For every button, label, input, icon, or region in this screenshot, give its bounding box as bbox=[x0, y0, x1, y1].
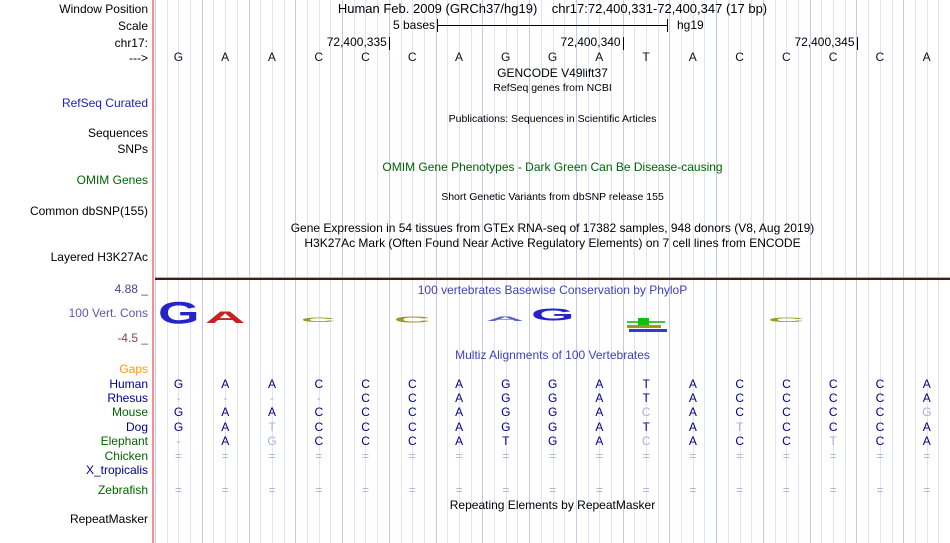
alignment-base: = bbox=[689, 483, 697, 497]
sequence-base: C bbox=[361, 50, 370, 64]
track-area-left-border bbox=[152, 0, 154, 543]
dbsnp-track-title[interactable]: Short Genetic Variants from dbSNP release 155 bbox=[441, 191, 664, 203]
alignment-base: A bbox=[221, 420, 230, 434]
sequence-base: C bbox=[875, 50, 885, 64]
omim-track-title[interactable]: OMIM Gene Phenotypes - Dark Green Can Be Disease-causing bbox=[382, 160, 723, 174]
alignment-base: C bbox=[735, 377, 744, 391]
sequence-base: G bbox=[173, 50, 184, 64]
alignment-base: = bbox=[923, 483, 931, 497]
alignment-base: = bbox=[268, 483, 276, 497]
vert-cons-track-label[interactable]: 100 Vert. Cons bbox=[68, 306, 148, 320]
alignment-base: C bbox=[641, 405, 651, 419]
sequence-base: C bbox=[781, 50, 791, 64]
coordinates-title: chr17:72,400,331-72,400,347 (17 bp) bbox=[551, 1, 768, 16]
scale-bar-assembly: hg19 bbox=[677, 18, 704, 32]
alignment-base: = bbox=[268, 449, 276, 463]
alignment-base: A bbox=[688, 420, 697, 434]
alignment-base: = bbox=[221, 449, 229, 463]
sequence-base: C bbox=[314, 50, 323, 64]
scale-bar bbox=[437, 19, 668, 32]
alignment-base: = bbox=[502, 449, 510, 463]
alignment-base: = bbox=[923, 449, 931, 463]
species-row-label-chicken[interactable]: Chicken bbox=[104, 449, 148, 463]
species-row-label-dog[interactable]: Dog bbox=[125, 420, 148, 434]
alignment-base: A bbox=[688, 391, 697, 405]
alignment-base: A bbox=[455, 420, 464, 434]
alignment-base: = bbox=[829, 483, 837, 497]
phylop-logo-letter bbox=[767, 318, 805, 323]
track-separator-line bbox=[155, 278, 950, 280]
alignment-base: C bbox=[875, 377, 885, 391]
alignment-base: = bbox=[595, 449, 603, 463]
phylop-letter-glyph: C bbox=[301, 316, 337, 325]
alignment-base: = bbox=[642, 483, 650, 497]
ruler-tick-mark bbox=[857, 37, 858, 50]
repeatmasker-track-label[interactable]: RepeatMasker bbox=[69, 512, 148, 526]
gaps-row-label[interactable]: Gaps bbox=[119, 362, 148, 376]
assembly-title: Human Feb. 2009 (GRCh37/hg19) bbox=[337, 1, 538, 16]
phylop-logo-letter bbox=[486, 317, 526, 322]
snps-track-label[interactable]: SNPs bbox=[117, 142, 148, 156]
alignment-base: A bbox=[595, 420, 604, 434]
common-dbsnp-track-label[interactable]: Common dbSNP(155) bbox=[29, 204, 148, 218]
alignment-base: = bbox=[408, 449, 416, 463]
alignment-base: = bbox=[736, 483, 744, 497]
species-row-label-human[interactable]: Human bbox=[109, 377, 148, 391]
sequence-base: A bbox=[922, 50, 931, 64]
alignment-base: C bbox=[314, 420, 324, 434]
alignment-base: A bbox=[595, 405, 604, 419]
phylop-letter-glyph: A bbox=[204, 308, 246, 327]
gtex-track-title[interactable]: Gene Expression in 54 tissues from GTEx RNA-seq of 17382 samples, 948 donors (V8, Aug 2019) bbox=[290, 221, 815, 235]
alignment-base: G bbox=[547, 420, 558, 434]
species-row-label-rhesus[interactable]: Rhesus bbox=[107, 391, 148, 405]
sequence-base: A bbox=[221, 50, 230, 64]
alignment-base: = bbox=[502, 483, 510, 497]
alignment-base: = bbox=[642, 449, 650, 463]
alignment-base: = bbox=[782, 449, 790, 463]
sequence-base: C bbox=[407, 50, 417, 64]
sequence-base: C bbox=[828, 50, 838, 64]
alignment-base: C bbox=[735, 391, 744, 405]
alignment-base: A bbox=[688, 434, 697, 448]
alignment-base: = bbox=[174, 449, 182, 463]
repeatmasker-track-title[interactable]: Repeating Elements by RepeatMasker bbox=[449, 498, 656, 512]
sequence-base: A bbox=[595, 50, 604, 64]
alignment-base: A bbox=[268, 405, 277, 419]
alignment-base: C bbox=[361, 405, 370, 419]
alignment-base: C bbox=[407, 377, 417, 391]
conservation-track-title[interactable]: 100 vertebrates Basewise Conservation by PhyloP bbox=[417, 283, 688, 297]
alignment-base: C bbox=[314, 405, 324, 419]
ruler-position-label: 72,400,345 bbox=[794, 35, 855, 49]
sequence-base: G bbox=[501, 50, 511, 64]
alignment-base: A bbox=[922, 420, 931, 434]
alignment-base: = bbox=[595, 483, 603, 497]
alignment-base: = bbox=[455, 449, 463, 463]
alignment-base: C bbox=[782, 405, 791, 419]
alignment-base: T bbox=[268, 420, 276, 434]
alignment-base: = bbox=[315, 483, 323, 497]
window-position-label: Window Position bbox=[59, 2, 148, 16]
alignment-base: C bbox=[782, 420, 791, 434]
alignment-base: G bbox=[922, 405, 932, 419]
alignment-base: C bbox=[641, 434, 651, 448]
conservation-min-value: -4.5 _ bbox=[117, 331, 148, 345]
species-row-label-mouse[interactable]: Mouse bbox=[111, 405, 148, 419]
phylop-logo-letter bbox=[204, 308, 246, 327]
alignment-base: C bbox=[314, 377, 324, 391]
phylop-negative-bar bbox=[638, 318, 649, 325]
alignment-base: T bbox=[829, 434, 837, 448]
alignment-base: C bbox=[782, 377, 791, 391]
alignment-base: C bbox=[782, 391, 791, 405]
species-row-label-zebrafish[interactable]: Zebrafish bbox=[97, 483, 148, 497]
alignment-base: G bbox=[547, 405, 558, 419]
alignment-base: C bbox=[828, 420, 838, 434]
alignment-base: C bbox=[875, 420, 885, 434]
alignment-base: = bbox=[829, 449, 837, 463]
alignment-base: C bbox=[828, 377, 838, 391]
alignment-base: - bbox=[316, 391, 321, 405]
alignment-base: G bbox=[547, 377, 558, 391]
alignment-base: = bbox=[221, 483, 229, 497]
alignment-base: A bbox=[455, 405, 464, 419]
sequence-base: C bbox=[735, 50, 744, 64]
alignment-base: A bbox=[455, 377, 464, 391]
alignment-base: = bbox=[362, 483, 370, 497]
publications-track-title[interactable]: Publications: Sequences in Scientific Articles bbox=[448, 113, 657, 125]
phylop-letter-glyph: C bbox=[393, 315, 431, 325]
strand-direction-label: ---> bbox=[129, 51, 148, 65]
phylop-logo-letter bbox=[393, 317, 431, 323]
alignment-base: T bbox=[642, 377, 650, 391]
alignment-base: - bbox=[176, 391, 181, 405]
conservation-max-value: 4.88 _ bbox=[114, 282, 148, 296]
alignment-base: A bbox=[455, 391, 464, 405]
phylop-logo-letter bbox=[301, 318, 337, 323]
alignment-base: = bbox=[736, 449, 744, 463]
refseq-curated-track-label[interactable]: RefSeq Curated bbox=[61, 96, 148, 110]
alignment-base: C bbox=[361, 391, 370, 405]
alignment-base: G bbox=[547, 434, 558, 448]
alignment-base: - bbox=[223, 391, 228, 405]
alignment-base: C bbox=[361, 434, 370, 448]
gencode-track-title[interactable]: GENCODE V49lift37 bbox=[497, 66, 608, 80]
phylop-letter-glyph: G bbox=[157, 296, 200, 332]
species-row-label-elephant[interactable]: Elephant bbox=[100, 434, 148, 448]
alignment-base: A bbox=[455, 434, 464, 448]
alignment-base: C bbox=[735, 405, 744, 419]
alignment-base: G bbox=[173, 377, 184, 391]
ruler-position-label: 72,400,335 bbox=[326, 35, 387, 49]
omim-genes-track-label[interactable]: OMIM Genes bbox=[76, 173, 148, 187]
phylop-logo-letter bbox=[157, 296, 200, 332]
refseq-track-subtitle[interactable]: RefSeq genes from NCBI bbox=[493, 82, 612, 94]
browser-position-title bbox=[155, 2, 950, 16]
phylop-negative-bar bbox=[629, 329, 667, 332]
alignment-base: = bbox=[455, 483, 463, 497]
alignment-base: T bbox=[502, 434, 510, 448]
alignment-base: G bbox=[501, 420, 511, 434]
alignment-base: A bbox=[221, 377, 230, 391]
alignment-base: = bbox=[174, 483, 182, 497]
alignment-base: - bbox=[270, 391, 275, 405]
phylop-letter-glyph: C bbox=[768, 316, 805, 325]
species-row-label-x_tropicalis[interactable]: X_tropicalis bbox=[85, 463, 148, 477]
alignment-base: A bbox=[221, 405, 230, 419]
scale-row-label: Scale bbox=[117, 19, 148, 33]
alignment-base: C bbox=[361, 377, 370, 391]
alignment-base: = bbox=[876, 483, 884, 497]
sequences-track-label[interactable]: Sequences bbox=[87, 126, 148, 140]
alignment-base: C bbox=[875, 391, 885, 405]
alignment-base: C bbox=[314, 434, 324, 448]
alignment-base: A bbox=[595, 434, 604, 448]
alignment-base: = bbox=[315, 449, 323, 463]
alignment-base: A bbox=[688, 377, 697, 391]
sequence-base: G bbox=[547, 50, 558, 64]
alignment-base: = bbox=[549, 483, 557, 497]
ruler-tick-mark bbox=[389, 37, 390, 50]
alignment-base: C bbox=[361, 420, 370, 434]
alignment-base: G bbox=[547, 391, 558, 405]
sequence-base: A bbox=[688, 50, 697, 64]
layered-h3k27ac-track-label[interactable]: Layered H3K27Ac bbox=[50, 250, 148, 264]
alignment-base: A bbox=[595, 391, 604, 405]
alignment-base: G bbox=[501, 391, 511, 405]
sequence-base: A bbox=[267, 50, 276, 64]
alignment-base: C bbox=[407, 405, 417, 419]
alignment-base: = bbox=[549, 449, 557, 463]
alignment-base: = bbox=[689, 449, 697, 463]
alignment-base: C bbox=[828, 391, 838, 405]
phylop-letter-glyph: A bbox=[486, 315, 525, 324]
alignment-base: G bbox=[501, 405, 511, 419]
alignment-base: A bbox=[221, 434, 230, 448]
multiz-track-title[interactable]: Multiz Alignments of 100 Vertebrates bbox=[455, 348, 650, 362]
alignment-base: C bbox=[407, 434, 417, 448]
phylop-logo-letter bbox=[530, 305, 575, 326]
alignment-base: C bbox=[875, 434, 885, 448]
alignment-base: = bbox=[782, 483, 790, 497]
alignment-base: A bbox=[595, 377, 604, 391]
alignment-base: G bbox=[173, 420, 184, 434]
alignment-base: C bbox=[735, 434, 744, 448]
phylop-negative-bar bbox=[627, 325, 661, 328]
alignment-base: C bbox=[407, 420, 417, 434]
alignment-base: A bbox=[268, 377, 277, 391]
alignment-base: C bbox=[875, 405, 885, 419]
alignment-base: = bbox=[876, 449, 884, 463]
alignment-base: G bbox=[501, 377, 511, 391]
alignment-base: A bbox=[922, 434, 931, 448]
alignment-base: C bbox=[407, 391, 417, 405]
alignment-base: G bbox=[173, 405, 184, 419]
alignment-base: A bbox=[688, 405, 697, 419]
scale-bar-text: 5 bases bbox=[392, 18, 435, 32]
alignment-base: T bbox=[642, 420, 650, 434]
sequence-base: A bbox=[454, 50, 463, 64]
ruler-position-label: 72,400,340 bbox=[560, 35, 621, 49]
alignment-base: = bbox=[408, 483, 416, 497]
alignment-base: - bbox=[176, 434, 181, 448]
alignment-base: T bbox=[736, 420, 744, 434]
alignment-base: G bbox=[267, 434, 277, 448]
alignment-base: A bbox=[922, 377, 931, 391]
alignment-base: C bbox=[828, 405, 838, 419]
alignment-base: = bbox=[362, 449, 370, 463]
alignment-base: A bbox=[922, 391, 931, 405]
chromosome-label: chr17: bbox=[114, 36, 148, 50]
alignment-base: C bbox=[782, 434, 791, 448]
alignment-base: T bbox=[642, 391, 650, 405]
ruler-tick-mark bbox=[623, 37, 624, 50]
sequence-base: T bbox=[642, 50, 650, 64]
phylop-letter-glyph: G bbox=[530, 305, 575, 326]
h3k27ac-track-title[interactable]: H3K27Ac Mark (Often Found Near Active Regulatory Elements) on 7 cell lines from ENCODE bbox=[304, 236, 801, 250]
